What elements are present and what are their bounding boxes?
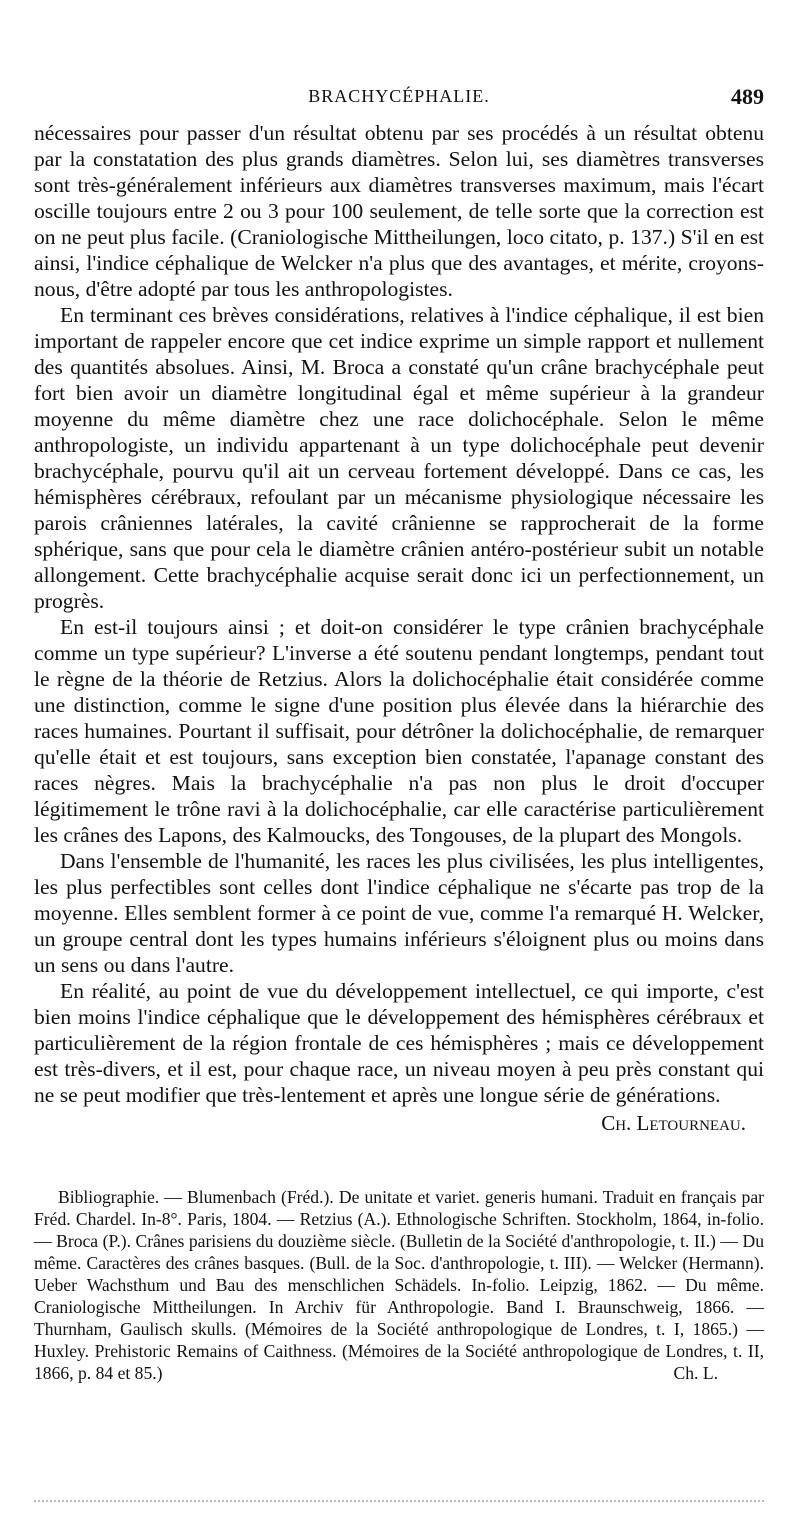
page-header <box>34 84 764 110</box>
bibliography-signature: Ch. L. <box>673 1363 718 1383</box>
bibliography <box>34 1186 764 1384</box>
bibliography-body: Bibliographie. — Blumenbach (Fréd.). De unitate et variet. generis humani. Traduit en français par Fréd. Chardel. In-8°. Paris, 1804. — Retzius (A.). Ethnologische Schriften. Stockholm, 1864, in-folio. — Broca (P.). Crânes parisiens du douzième siècle. (Bulletin de la Société d'anthropologie, t. II.) — Du même. Caractères des crânes basques. (Bull. de la Soc. d'anthropologie, t. III). — Welcker (Hermann). Ueber Wachsthum und Bau des menschlichen Schädels. In-folio. Leipzig, 1862. — Du même. Craniologische Mittheilungen. In Archiv für Anthropologie. Band I. Braunschweig, 1866. — Thurnham, Gaulisch skulls. (Mémoires de la Société anthropologique de Londres, t. I, 1865.) — Huxley. Prehistoric Remains of Caithness. (Mémoires de la Société anthropologique de Londres, t. II, 1866, p. 84 et 85.) <box>34 1187 764 1383</box>
page-number: 489 <box>731 84 764 109</box>
running-title: BRACHYCÉPHALIE. <box>308 86 490 106</box>
paragraph: Dans l'ensemble de l'humanité, les races les plus civilisées, les plus intelligentes, les plus perfectibles sont celles dont l'indice céphalique ne s'écarte pas trop de la moyenne. Elles semblent former à ce point de vue, comme l'a remarqué H. Welcker, un groupe central dont les types humains inférieurs s'éloignent plus ou moins dans un sens ou dans l'autre. <box>34 849 764 977</box>
footer-rule <box>34 1500 764 1502</box>
body-text <box>34 120 764 1136</box>
bibliography-text <box>34 1186 764 1384</box>
paragraph: En réalité, au point de vue du développement intellectuel, ce qui importe, c'est bien moins l'indice céphalique que le développement des hémisphères cérébraux et particulièrement de la région frontale de ces hémisphères ; mais ce développement est très-divers, et il est, pour chaque race, un niveau moyen à peu près constant qui ne se peut modifier que très-lentement et après une longue série de générations. <box>34 979 764 1107</box>
paragraph: En terminant ces brèves considérations, relatives à l'indice céphalique, il est bien important de rappeler encore que cet indice exprime un simple rapport et nullement des quantités absolues. Ainsi, M. Broca a constaté qu'un crâne brachycéphale peut fort bien avoir un diamètre longitudinal égal et même supérieur à la grandeur moyenne du même diamètre chez une race dolichocéphale. Selon le même anthropologiste, un individu appartenant à un type dolichocéphale peut devenir brachycéphale, pourvu qu'il ait un cerveau fortement développé. Dans ce cas, les hémisphères cérébraux, refoulant par un mécanisme physiologique nécessaire les parois crâniennes latérales, la cavité crânienne se rapprocherait de la forme sphérique, sans que pour cela le diamètre crânien antéro-postérieur subit un notable allongement. Cette brachycéphalie acquise serait donc ici un perfectionnement, un progrès. <box>34 303 764 613</box>
author-signature: Ch. Letourneau. <box>601 1111 746 1135</box>
paragraph: nécessaires pour passer d'un résultat obtenu par ses procédés à un résultat obtenu par la constatation des plus grands diamètres. Selon lui, ses diamètres transverses sont très-généralement inférieurs aux diamètres transverses maximum, mais l'écart oscille toujours entre 2 ou 3 pour 100 seulement, de telle sorte que la correction est on ne peut plus facile. (Craniologische Mittheilungen, loco citato, p. 137.) S'il en est ainsi, l'indice céphalique de Welcker n'a plus que des avantages, et mérite, croyons-nous, d'être adopté par tous les anthropologistes. <box>34 121 764 301</box>
paragraph: En est-il toujours ainsi ; et doit-on considérer le type crânien brachycéphale comme un type supérieur? L'inverse a été soutenu pendant longtemps, pendant tout le règne de la théorie de Retzius. Alors la dolichocéphalie était considérée comme une distinction, comme le signe d'une position plus élevée dans la hiérarchie des races humaines. Pourtant il suffisait, pour détrôner la dolichocéphalie, de remarquer qu'elle était et est toujours, sans exception bien constatée, l'apanage constant des races nègres. Mais la brachycéphalie n'a pas non plus le droit d'occuper légitimement le trône ravi à la dolichocéphalie, car elle caractérise particulièrement les crânes des Lapons, des Kalmoucks, des Tongouses, de la plupart des Mongols. <box>34 615 764 847</box>
